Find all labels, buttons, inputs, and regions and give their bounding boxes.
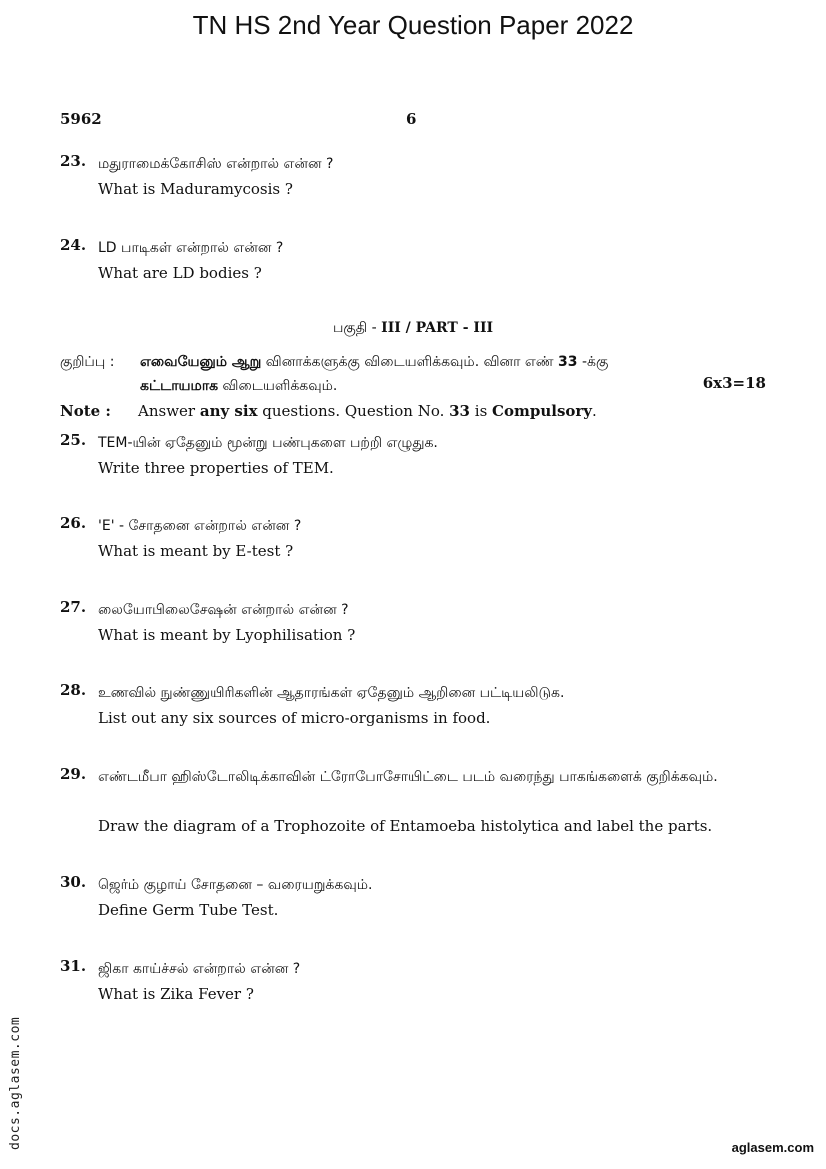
instruction-text: வினாக்களுக்கு விடையளிக்கவும். வினா எண்: [261, 354, 559, 370]
question-tamil: ஜிகா காய்ச்சல் என்றால் என்ன ?: [98, 961, 301, 977]
instruction-number: 33: [558, 354, 578, 370]
footer-watermark: aglasem.com: [731, 1140, 814, 1155]
question-english: List out any six sources of micro-organisms in food.: [98, 709, 491, 727]
question-number: 23.: [60, 152, 87, 170]
question-english: What is meant by Lyophilisation ?: [98, 626, 356, 644]
question-number: 30.: [60, 873, 87, 891]
question-english: Draw the diagram of a Trophozoite of Entamoeba histolytica and label the parts.: [98, 817, 713, 835]
question-tamil: TEM-யின் ஏதேனும் மூன்று பண்புகளை பற்றி எழுதுக.: [98, 435, 438, 451]
note-body: [138, 402, 778, 420]
question-tamil: எண்டமீபா ஹிஸ்டோலிடிக்காவின் ட்ரோபோசோயிட்டை படம் வரைந்து பாகங்களைக் குறிக்கவும்.: [98, 769, 718, 785]
question-english: What is Zika Fever ?: [98, 985, 254, 1003]
question-number: 29.: [60, 765, 87, 783]
instruction-bold: எவையேனும் ஆறு: [140, 354, 262, 370]
note-number: 33: [449, 402, 470, 420]
note-bold: Compulsory: [492, 402, 593, 420]
paper-code: 5962: [60, 110, 102, 128]
note-text: .: [592, 402, 597, 420]
instruction-label: குறிப்பு :: [60, 354, 115, 370]
note-bold: any six: [199, 402, 258, 420]
question-number: 28.: [60, 681, 87, 699]
question-tamil: LD பாடிகள் என்றால் என்ன ?: [98, 240, 284, 256]
question-tamil: லையோபிலைசேஷன் என்றால் என்ன ?: [98, 602, 349, 618]
instruction-text: -க்கு: [577, 354, 609, 370]
question-english: What are LD bodies ?: [98, 264, 262, 282]
question-english: Write three properties of TEM.: [98, 459, 334, 477]
page-number: 6: [406, 110, 417, 128]
question-number: 26.: [60, 514, 87, 532]
question-number: 27.: [60, 598, 87, 616]
part-heading: [0, 320, 826, 338]
marks-label: 6x3=18: [702, 374, 766, 392]
question-english: What is meant by E-test ?: [98, 542, 294, 560]
note-text: questions. Question No.: [257, 402, 450, 420]
question-english: Define Germ Tube Test.: [98, 901, 279, 919]
question-tamil: 'E' - சோதனை என்றால் என்ன ?: [98, 518, 302, 534]
part-heading-tamil: பகுதி -: [332, 320, 382, 336]
instruction-bold: கட்டாயமாக: [140, 378, 219, 394]
question-tamil: உணவில் நுண்ணுயிரிகளின் ஆதாரங்கள் ஏதேனும் ஆறினை பட்டியலிடுக.: [98, 685, 565, 701]
question-english: What is Maduramycosis ?: [98, 180, 293, 198]
question-number: 25.: [60, 431, 87, 449]
part-heading-english: III / PART - III: [381, 320, 494, 336]
page-title: TN HS 2nd Year Question Paper 2022: [192, 10, 634, 40]
instruction-body: [140, 350, 770, 398]
instruction-text: விடையளிக்கவும்.: [218, 378, 338, 394]
question-number: 24.: [60, 236, 87, 254]
side-watermark: docs.aglasem.com: [8, 1016, 23, 1150]
note-text: is: [470, 402, 493, 420]
question-number: 31.: [60, 957, 87, 975]
question-tamil: ஜெர்ம் குழாய் சோதனை – வரையறுக்கவும்.: [98, 877, 373, 893]
note-text: Answer: [138, 402, 200, 420]
question-tamil: மதுராமைக்கோசிஸ் என்றால் என்ன ?: [98, 156, 334, 172]
note-label: Note :: [60, 402, 111, 420]
